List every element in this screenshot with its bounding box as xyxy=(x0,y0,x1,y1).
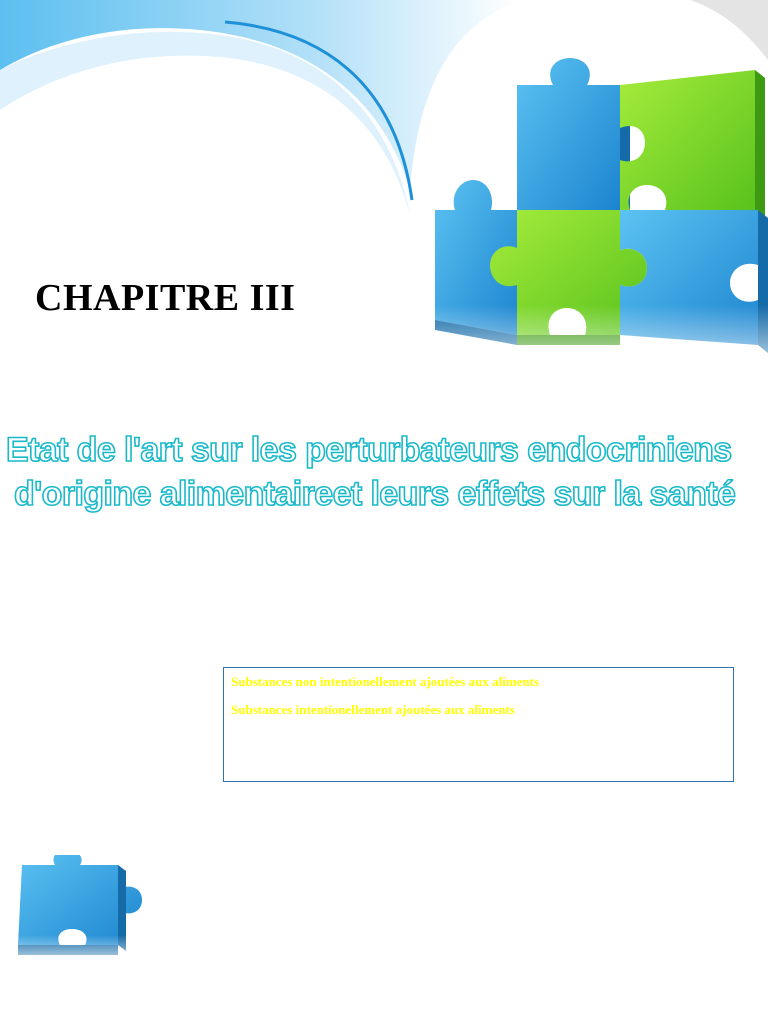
substances-box xyxy=(223,667,734,782)
puzzle-pieces-image xyxy=(425,50,768,390)
main-title-line-1: Etat de l'art sur les perturbateurs endocriniens xyxy=(6,431,732,469)
box-item-unintentional: Substances non intentionellement ajoutées aux aliments xyxy=(231,674,540,689)
puzzle-piece-image xyxy=(10,855,160,970)
chapter-title: CHAPITRE III xyxy=(35,277,296,319)
main-title xyxy=(0,428,768,516)
box-item-intentional: Substances intentionellement ajoutées aux aliments xyxy=(231,702,515,717)
main-title-line-2: d'origine alimentaireet leurs effets sur la santé xyxy=(14,475,736,513)
